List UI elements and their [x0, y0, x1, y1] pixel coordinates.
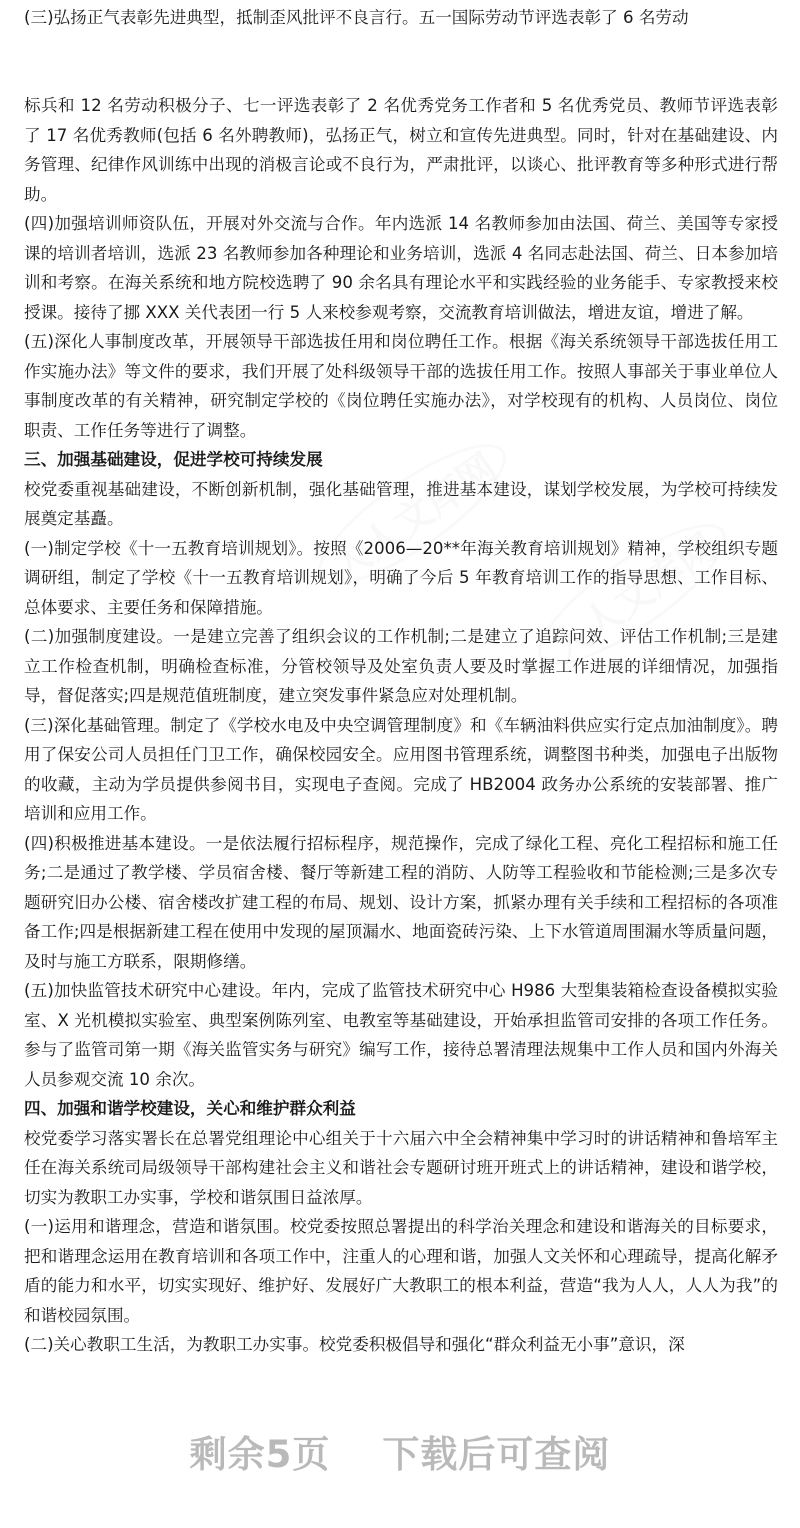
document-body — [24, 91, 778, 1360]
paragraph: (四)积极推进基本建设。一是依法履行招标程序，规范操作，完成了绿化工程、亮化工程招标和施工任务;二是通过了教学楼、学员宿舍楼、餐厅等新建工程的消防、人防等工程验收和节能检测;三是多次专题研究旧办公楼、宿舍楼改扩建工程的布局、规划、设计方案，抓紧办理有关手续和工程招标的各项准备工作;四是根据新建工程在使用中发现的屋顶漏水、地面瓷砖污染、上下水管道周围漏水等质量问题，及时与施工方联系，限期修缮。 — [24, 833, 778, 971]
paragraph: (一)制定学校《十一五教育培训规划》。按照《2006—20**年海关教育培训规划》精神，学校组织专题调研组，制定了学校《十一五教育培训规划》，明确了今后 5 年教育培训工作的指导思想、工作目标、总体要求、主要任务和保障措施。 — [24, 538, 778, 617]
paragraph: 校党委重视基础建设，不断创新机制，强化基础管理，推进基本建设，谋划学校发展，为学校可持续发展奠定基矗。 — [24, 479, 778, 528]
first-line-block — [24, 3, 778, 33]
paragraph: 标兵和 12 名劳动积极分子、七一评选表彰了 2 名优秀党务工作者和 5 名优秀党员、教师节评选表彰了 17 名优秀教师(包括 6 名外聘教师)，弘扬正气，树立和宣传先进典型。同时，针对在基础建设、内务管理、纪律作风训练中出现的消极言论或不良行为，严肃批评，以谈心、批评教育等多种形式进行帮助。 — [24, 96, 778, 204]
remaining-pages-label: 剩余5页 — [189, 1433, 331, 1476]
watermark-stamp: 人人文库网 — [520, 502, 743, 687]
section-heading: 三、加强基础建设，促进学校可持续发展 — [24, 450, 323, 469]
paragraph: (五)加快监管技术研究中心建设。年内，完成了监管技术研究中心 H986 大型集装箱检查设备模拟实验室、X 光机模拟实验室、典型案例陈列室、电教室等基础建设，开始承担监管司安排的各项工作任务。参与了监管司第一期《海关监管实务与研究》编写工作，接待总署清理法规集中工作人员和国内外海关人员参观交流 10 余次。 — [24, 981, 778, 1089]
paragraph: (四)加强培训师资队伍，开展对外交流与合作。年内选派 14 名教师参加由法国、荷兰、美国等专家授课的培训者培训，选派 23 名教师参加各种理论和业务培训，选派 4 名同志赴法国、荷兰、日本参加培训和考察。在海关系统和地方院校选聘了 90 余名具有理论水平和实践经验的业务能手、专家教授来校授课。接待了挪 XXX 关代表团一行 5 人来校参观考察，交流教育培训做法，增进友谊，增进了解。 — [24, 214, 778, 322]
paragraph: 校党委学习落实署长在总署党组理论中心组关于十六届六中全会精神集中学习时的讲话精神和鲁培军主任在海关系统司局级领导干部构建社会主义和谐社会专题研讨班开班式上的讲话精神，建设和谐学校，切实为教职工办实事，学校和谐氛围日益浓厚。 — [24, 1128, 778, 1207]
paragraph: (一)运用和谐理念，营造和谐氛围。校党委按照总署提出的科学治关理念和建设和谐海关的目标要求，把和谐理念运用在教育培训和各项工作中，注重人的心理和谐，加强人文关怀和心理疏导，提高化解矛盾的能力和水平，切实实现好、维护好、发展好广大教职工的根本利益，营造“我为人人，人人为我”的和谐校园氛围。 — [24, 1217, 778, 1325]
paragraph-first-line: (三)弘扬正气表彰先进典型，抵制歪风批评不良言行。五一国际劳动节评选表彰了 6 名劳动 — [24, 8, 689, 27]
watermark-stamp: 人人文库网 — [300, 422, 523, 607]
paragraph: (二)关心教职工生活，为教职工办实事。校党委积极倡导和强化“群众利益无小事”意识，深 — [24, 1335, 685, 1354]
download-hint-label: 下载后可查阅 — [382, 1433, 611, 1476]
paragraph: (三)深化基础管理。制定了《学校水电及中央空调管理制度》和《车辆油料供应实行定点加油制度》。聘用了保安公司人员担任门卫工作，确保校园安全。应用图书管理系统，调整图书种类，加强电子出版物的收藏，主动为学员提供参阅书目，实现电子查阅。完成了 HB2004 政务办公系统的安装部署、推广培训和应用工作。 — [24, 715, 778, 823]
section-heading: 四、加强和谐学校建设，关心和维护群众利益 — [24, 1099, 356, 1118]
paragraph: (二)加强制度建设。一是建立完善了组织会议的工作机制;二是建立了追踪问效、评估工作机制;三是建立工作检查机制，明确检查标准，分管校领导及处室负责人要及时掌握工作进展的详细情况，加强指导，督促落实;四是规范值班制度，建立突发事件紧急应对处理机制。 — [24, 627, 778, 705]
download-banner[interactable] — [0, 1420, 800, 1490]
paragraph: (五)深化人事制度改革，开展领导干部选拔任用和岗位聘任工作。根据《海关系统领导干部选拔任用工作实施办法》等文件的要求，我们开展了处科级领导干部的选拔任用工作。按照人事部关于事业单位人事制度改革的有关精神，研究制定学校的《岗位聘任实施办法》，对学校现有的机构、人员岗位、岗位职责、工作任务等进行了调整。 — [24, 332, 778, 440]
